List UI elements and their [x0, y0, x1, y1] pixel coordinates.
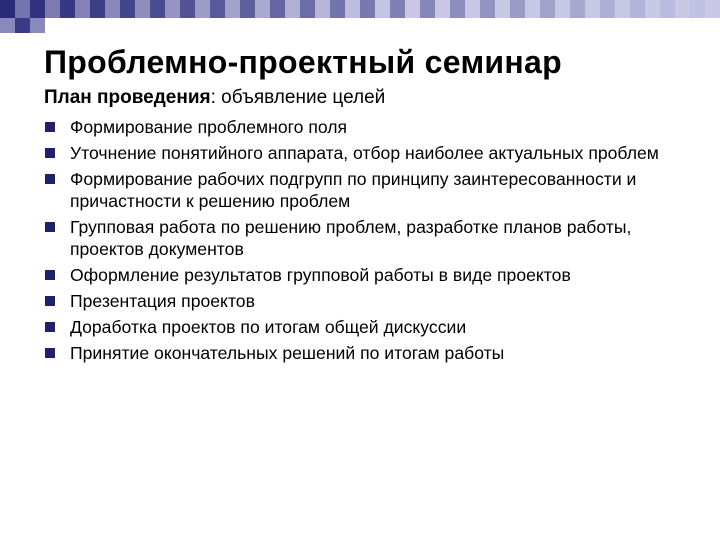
band-tile [195, 0, 210, 18]
band-tile [150, 0, 165, 18]
band-tile [345, 0, 360, 18]
band-tile [570, 0, 585, 18]
bullet-list [44, 116, 704, 368]
band-tile [0, 18, 15, 33]
bullet-item [44, 168, 704, 212]
band-tile [555, 0, 570, 18]
bullet-text: Формирование проблемного поля [70, 117, 348, 137]
band-tile [240, 0, 255, 18]
band-tile [225, 0, 240, 18]
bullet-text: Презентация проектов [70, 291, 255, 311]
band-tile [360, 0, 375, 18]
bullet-item [44, 342, 704, 364]
square-bullet-icon [45, 322, 55, 332]
bullet-item [44, 290, 704, 312]
band-tile [60, 0, 75, 18]
band-tile [630, 0, 645, 18]
band-tile [480, 0, 495, 18]
bullet-text: Доработка проектов по итогам общей дискуссии [70, 317, 467, 337]
band-tile [525, 0, 540, 18]
square-bullet-icon [45, 122, 55, 132]
square-bullet-icon [45, 270, 55, 280]
bullet-text: Групповая работа по решению проблем, разработке планов работы, проектов документов [70, 217, 632, 259]
band-tile [690, 0, 705, 18]
band-tile [270, 0, 285, 18]
band-tile [405, 0, 420, 18]
band-tile [30, 18, 45, 33]
band-tile [15, 18, 30, 33]
subtitle-rest: : объявление целей [210, 87, 386, 108]
band-tile [45, 0, 60, 18]
slide-title: Проблемно-проектный семинар [44, 44, 562, 80]
band-tile [0, 0, 15, 18]
band-tile [585, 0, 600, 18]
band-tile [285, 0, 300, 18]
bullet-text: Принятие окончательных решений по итогам работы [70, 343, 505, 363]
band-tile [105, 0, 120, 18]
band-tile [30, 0, 45, 18]
bullet-item [44, 316, 704, 338]
band-tile [390, 0, 405, 18]
bullet-item [44, 264, 704, 286]
band-tile [15, 0, 30, 18]
band-tile [90, 0, 105, 18]
square-bullet-icon [45, 348, 55, 358]
band-tile [420, 0, 435, 18]
bullet-item [44, 142, 704, 164]
band-tile [705, 0, 720, 18]
band-tile [120, 0, 135, 18]
bullet-text: Уточнение понятийного аппарата, отбор наиболее актуальных проблем [70, 143, 659, 163]
band-tile [540, 0, 555, 18]
subtitle-bold: План проведения [44, 87, 211, 108]
band-tile [675, 0, 690, 18]
square-bullet-icon [45, 296, 55, 306]
square-bullet-icon [45, 148, 55, 158]
band-tile [495, 0, 510, 18]
band-tile [465, 0, 480, 18]
band-tile [75, 0, 90, 18]
bullet-item [44, 116, 704, 138]
band-tile [450, 0, 465, 18]
square-bullet-icon [45, 222, 55, 232]
bullet-text: Оформление результатов групповой работы в виде проектов [70, 265, 571, 285]
bullet-text: Формирование рабочих подгрупп по принципу заинтересованности и причастности к решению проблем [70, 169, 637, 211]
band-tile [645, 0, 660, 18]
band-tile [510, 0, 525, 18]
band-tile [600, 0, 615, 18]
band-tile [330, 0, 345, 18]
band-tile [210, 0, 225, 18]
band-tile [435, 0, 450, 18]
band-tile [300, 0, 315, 18]
band-tile [615, 0, 630, 18]
square-bullet-icon [45, 174, 55, 184]
band-tile [180, 0, 195, 18]
slide-subtitle [44, 87, 385, 109]
band-tile [375, 0, 390, 18]
band-tile [255, 0, 270, 18]
bullet-item [44, 216, 704, 260]
band-tile [660, 0, 675, 18]
band-tile [165, 0, 180, 18]
band-tile [135, 0, 150, 18]
decorative-header-band [0, 0, 720, 46]
header-band-graphic [0, 0, 720, 46]
band-tile [315, 0, 330, 18]
